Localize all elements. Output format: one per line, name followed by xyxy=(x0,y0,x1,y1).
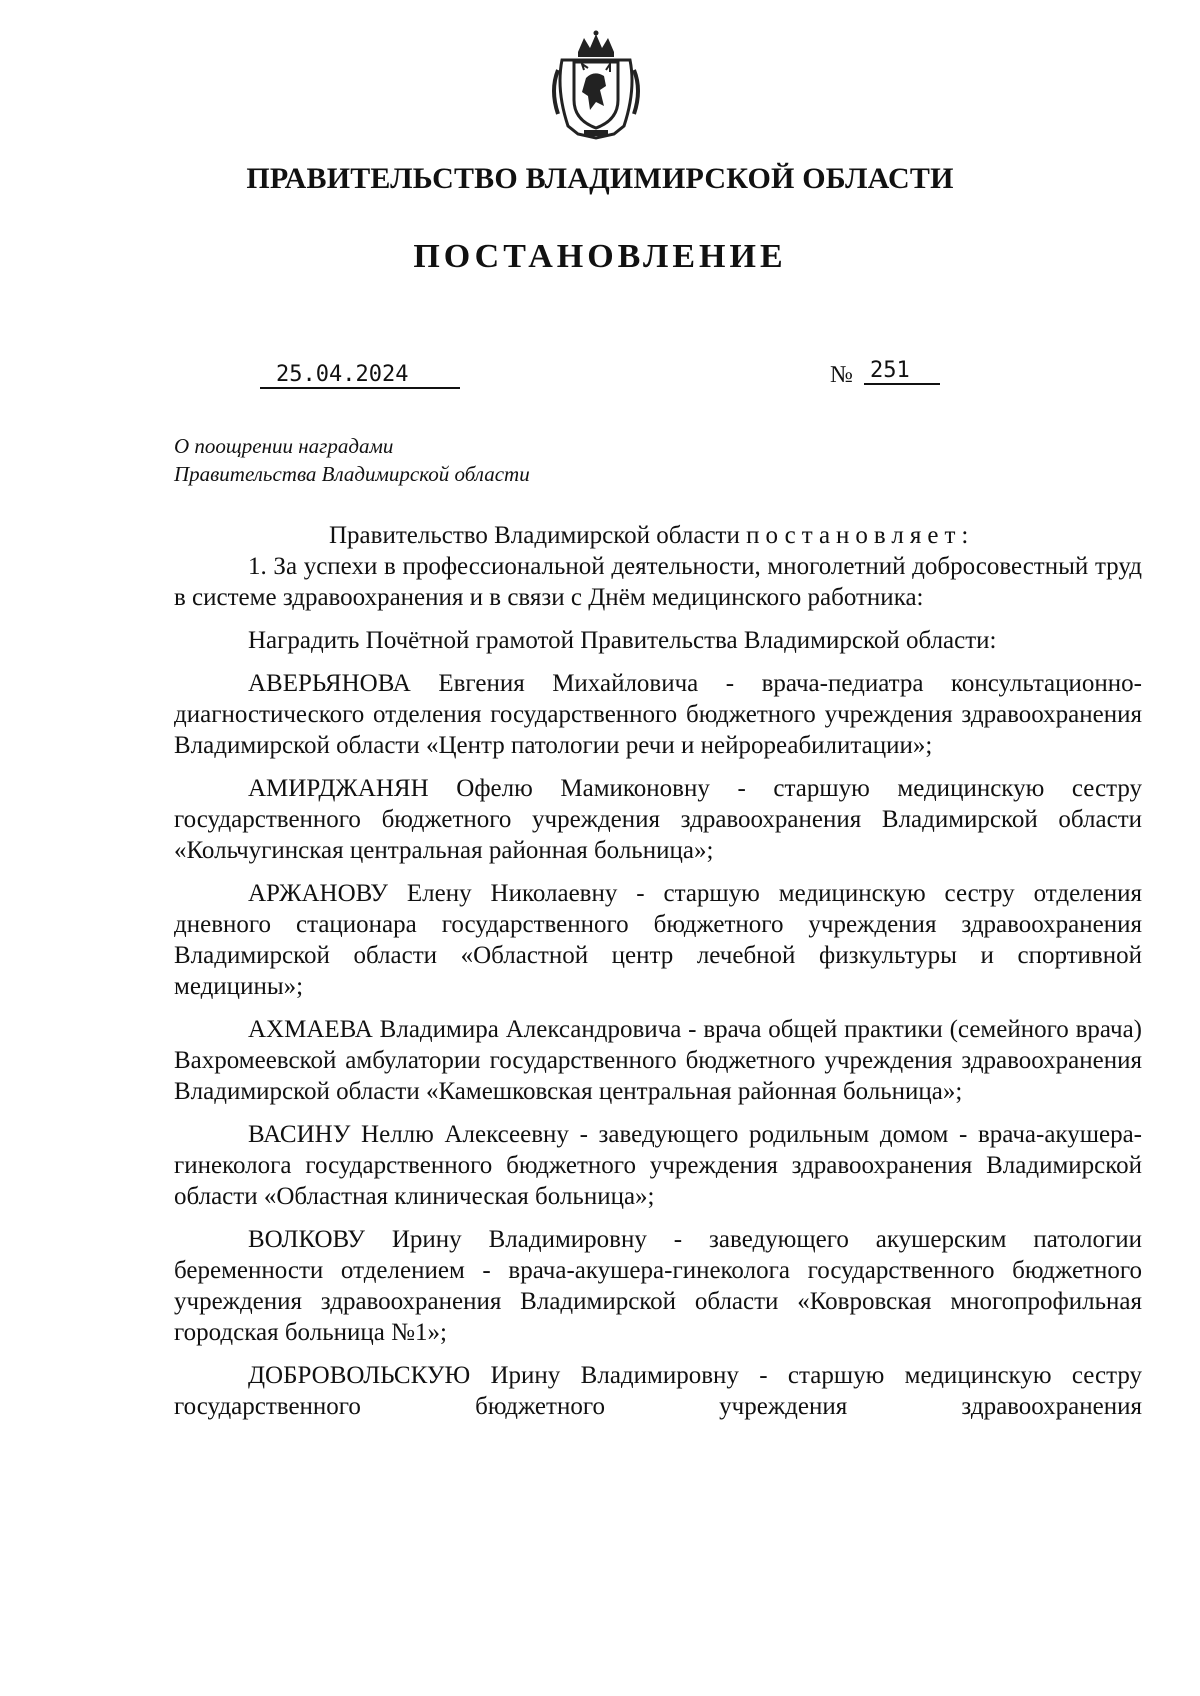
resolution-intro xyxy=(174,520,1142,551)
intro-prefix: Правительство Владимирской области xyxy=(329,522,747,549)
document-subject xyxy=(174,432,530,488)
subject-line-1: О поощрении наградами xyxy=(174,434,394,458)
document-number: 251 xyxy=(864,358,940,385)
recipient-entry: ДОБРОВОЛЬСКУЮ Ирину Владимировну - старшую медицинскую сестру государственного бюджетного учреждения здравоохранения xyxy=(174,1362,1142,1420)
recipient-entry: ВОЛКОВУ Ирину Владимировну - заведующего акушерским патологии беременности отделением - врача-акушера-гинеколога государственного бюджетного учреждения здравоохранения Владимирской области «Ковровская многопрофильная городская больница №1»; xyxy=(174,1226,1142,1346)
document-body xyxy=(174,520,1142,1422)
organization-title: ПРАВИТЕЛЬСТВО ВЛАДИМИРСКОЙ ОБЛАСТИ xyxy=(246,162,954,195)
coat-of-arms-emblem xyxy=(548,30,644,142)
number-sign: № xyxy=(830,362,853,388)
recipient-entry: АМИРДЖАНЯН Офелю Мамиконовну - старшую медицинскую сестру государственного бюджетного учреждения здравоохранения Владимирской области «Кольчугинская центральная районная больница»; xyxy=(174,775,1142,864)
recipient-entry: АВЕРЬЯНОВА Евгения Михайловича - врача-педиатра консультационно-диагностического отделения государственного бюджетного учреждения здравоохранения Владимирской области «Центр патологии речи и нейрореабилитации»; xyxy=(174,670,1142,759)
recipient-entry: ВАСИНУ Неллю Алексеевну - заведующего родильным домом - врача-акушера-гинеколога государственного бюджетного учреждения здравоохранения Владимирской области «Областная клиническая больница»; xyxy=(174,1121,1142,1210)
recipient-entry: АХМАЕВА Владимира Александровича - врача общей практики (семейного врача) Вахромеевской амбулатории государственного бюджетного учреждения здравоохранения Владимирской области «Камешковская центральная районная больница»; xyxy=(174,1016,1142,1105)
document-type-title: ПОСТАНОВЛЕНИЕ xyxy=(413,238,787,275)
subject-line-2: Правительства Владимирской области xyxy=(174,462,530,486)
intro-resolves: постановляет: xyxy=(746,522,975,549)
recipient-entry: АРЖАНОВУ Елену Николаевну - старшую медицинскую сестру отделения дневного стационара государственного бюджетного учреждения здравоохранения Владимирской области «Областной центр лечебной физкультуры и спортивной медицины»; xyxy=(174,880,1142,1000)
award-line: Наградить Почётной грамотой Правительства Владимирской области: xyxy=(248,627,997,654)
document-date: 25.04.2024 xyxy=(260,362,460,389)
item-1: 1. За успехи в профессиональной деятельности, многолетний добросовестный труд в системе здравоохранения и в связи с Днём медицинского работника: xyxy=(174,553,1142,611)
